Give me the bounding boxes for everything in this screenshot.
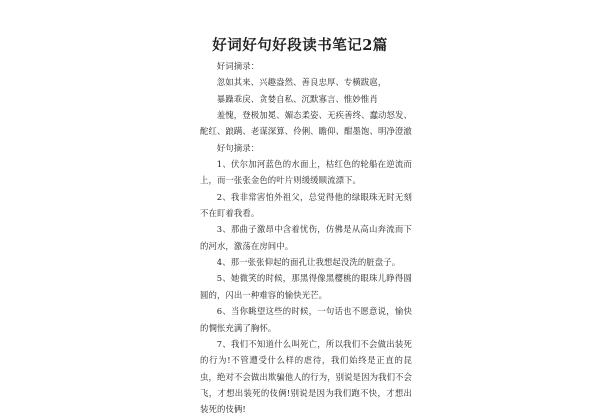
good-words-heading: 好词摘录： (216, 61, 260, 71)
sentence-6: 6、当你眺望这些的时候，一句话也不愿意说，愉快的惆怅充满了胸怀。 (200, 306, 412, 333)
sentence-2: 2、我非常害怕外祖父，总觉得他的绿眼珠无时无刻不在盯着我看。 (200, 191, 412, 219)
document-body (200, 58, 412, 418)
sentence-1: 1、伏尔加河蓝色的水面上，枯红色的轮船在逆流而上，而一张张金色的叶片则缓缓顺流漂下。 (200, 159, 412, 186)
sentence-7: 7、我们不知道什么叫死亡，所以我们不会做出装死的行为!不管遭受什么样的虐待，我们始终是正直的昆虫，绝对不会做出欺骗他人的行为，别说是因为我们不会飞，才想出装死的伎俩!别说是因为我们跑不快，才想出装死的伎俩! (200, 338, 412, 415)
sentence-5: 5、她微笑的时候，那黑得像黑樱桃的眼珠儿睁得圆圆的，闪出一种难容的愉快光芒。 (200, 273, 412, 300)
sentence-4: 4、那一张张仰起的面孔让我想起没洗的脏盘子。 (216, 257, 401, 268)
words-line-3: 羞愧，登极加冕、媚态柔姿、无疾善终、蠢动怒发、酡红、踉蹒、老谋深算、伶俐、瞻仰、酣墨饱、明净澄澈 (200, 110, 412, 137)
words-line-1: 忽如其来、兴趣盎然、善良忠厚、专横跋扈， (216, 77, 387, 88)
good-sentences-heading: 好句摘录： (216, 142, 260, 153)
words-line-2: 暴躁乖戾、贪婪自私、沉默寡言、惟妙惟肖 (216, 93, 378, 104)
sentence-3: 3、那曲子激昂中含着忧伤，仿佛是从高山奔流而下的河水，激荡在房间中。 (200, 224, 412, 251)
document-title: 好词好句好段读书笔记2篇 (212, 37, 388, 54)
